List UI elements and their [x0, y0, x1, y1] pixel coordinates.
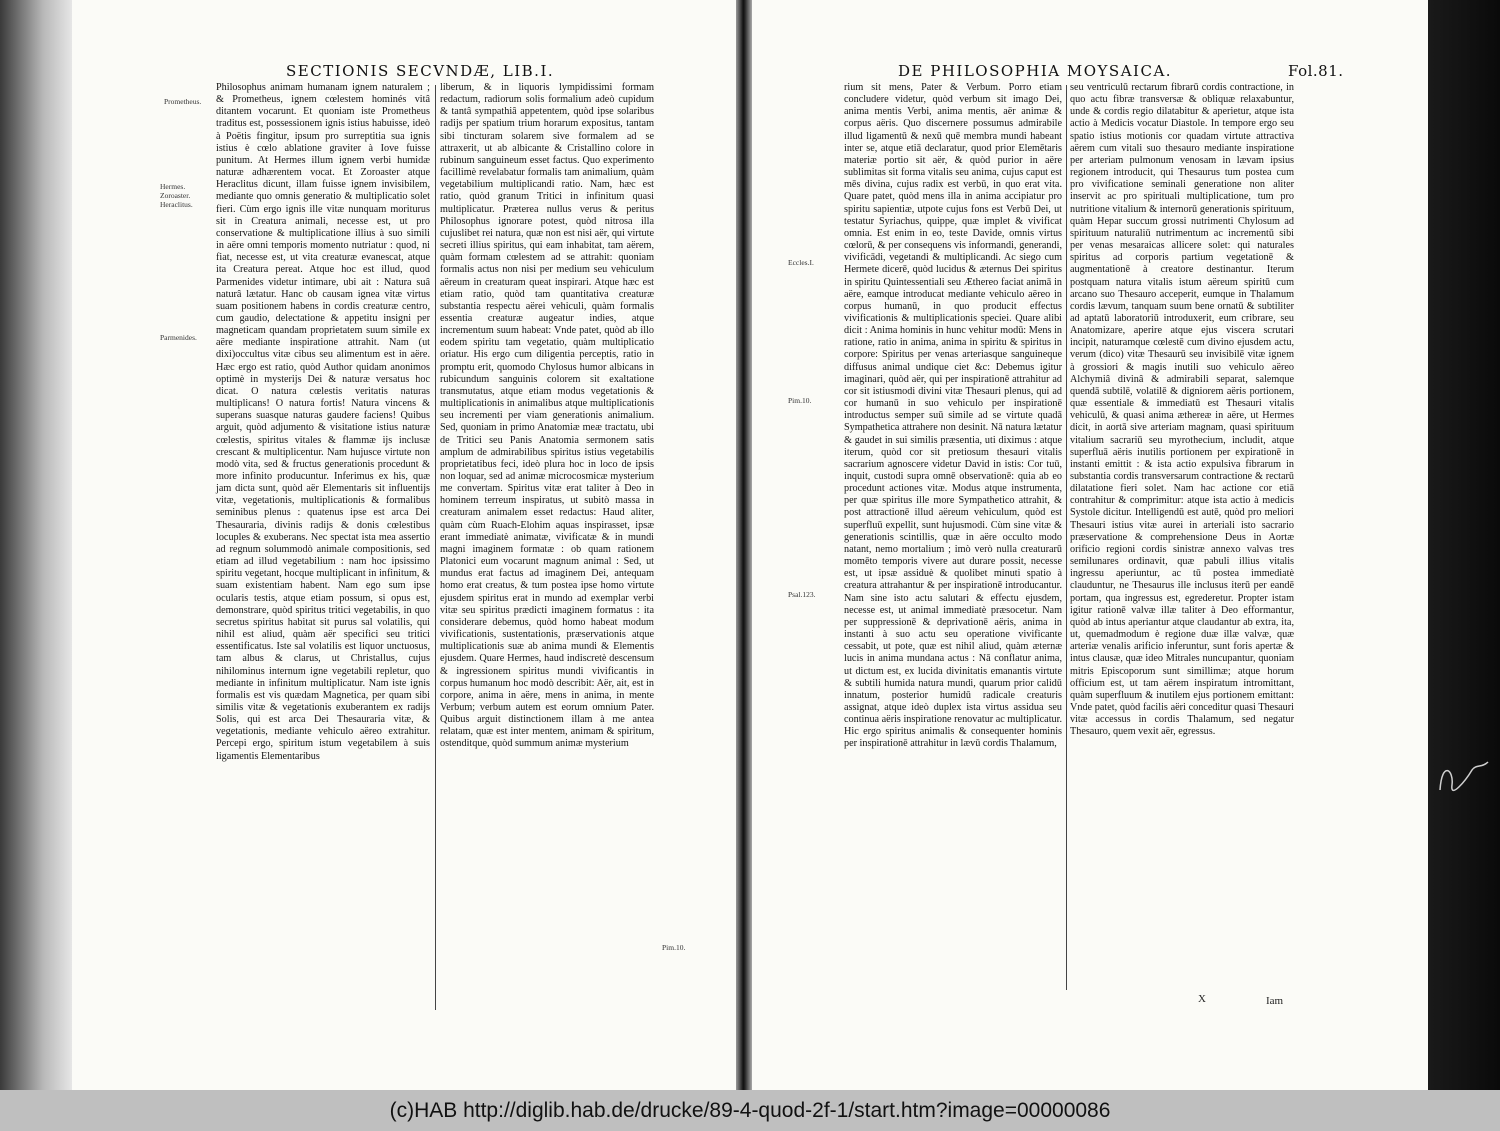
left-column-2: liberum, & in liquoris lympidissimi formam redactum, radiorum solis formalium adeò cupidum & tantâ sympathiâ appetentem, quòd ipse solaribus radijs per spatium trium horarum expositus, tantam sibi tincturam solarem sive formalem ad se attraxerit, ut ab albicante & Cristallino colore in rubinum sanguineum esset factus. Quo experimento facillimè revelabatur formalis tam animalium, quàm vegetabilium multiplicandi ratio. Nam, hæc est ratio, quòd granum Tritici in infinitum quasi multiplicatur. Præterea nullus verus & peritus Philosophus ignorare potest, quòd nitrosa illa cujuslibet rei natura, quæ non est nisi aër, qui virtute secreti illius spiritus, qui eam inhabitat, tam aërem, quàm formam cœlestem ad se attrahit: quoniam formalis actus non nisi per medium seu vehiculum aëreum in creaturam queat inspirari. Atque hæc est etiam ratio, quòd tam quantitativa creaturæ substantia respectu aërei vehiculi, quàm formalis essentia creaturæ augeatur indies, atque incrementum suum habeat: Vnde patet, quòd ab illo eodem spiritu tam vegetatio, quàm multiplicatio oriatur. His ergo cum diligentia perceptis, ratio in promptu erit, quomodo Chylosus humor albicans in rubicundum sanguinis colorem sit exaltatione transmutatus, atque etiam modus vegetationis & multiplicationis in animalibus atque multiplicationis seu incrementi per viam generationis animalium. Sed, quoniam in primo Anatomiæ meæ tractatu, ubi de Tritici seu Panis Anatomia sermonem satis amplum de admirabilibus spiritus istius vegetabilis proprietatibus feci, ideò plura hoc in loco de ipsis non loquar, sed ad animæ microcosmicæ mysterium me convertam. Spiritus vitæ erat taliter à Deo in hominem terreum inspiratus, ut subitò massa in creaturam animalem esset redactus: Haud aliter, quàm cùm Ruach-Elohim aquas inspirasset, ipsæ erant immediatè animatæ, vivificatæ & in mundi magni imaginem formatæ : ob quam rationem Platonici eum vocarunt magnum animal : Sed, ut mundus erat factus ad imaginem Dei, antequam homo erat creatus, & tum postea ipse homo virtute ejusdem spiritus erat in mundo ad exemplar verbi vitæ seu spiritus prædicti imaginem formatus : ita considerare debemus, quòd homo habeat modum vivificationis, sustentationis, præservationis atque multiplicationis suæ ab anima mundi & Elementis ejusdem. Quare Hermes, haud indiscretè descensum & ingressionem spiritus mundi vivificantis in corpus humanum hoc modò describit: Aër, ait, est in corpore, anima in aëre, mens in anima, in mente Verbum; verbum autem est eorum omnium Pater. Quibus arguit distinctionem illam à me antea relatam, quæ est inter mentem, animam & spiritum, ostenditque, quòd summum animæ mysterium: [440, 82, 654, 750]
right-page: [662, 0, 1428, 1090]
right-column-2: seu ventriculū rectarum fibrarū cordis contractione, in quo actu fibræ transversæ & obliquæ relaxabuntur, unde & cordis regio dilatabitur & aperietur, atque ista actio à Medicis vocatur Diastole. In tempore ergo seu spatio istius motionis cor quadam virtute attractiva aërem cum vitali suo thesauro mediante inspiratione per arteriam pulmonum venosam in lævam ipsius regionem introducit, qui Thesaurus tum postea cum pro vivificatione seminali generatione non aliter inservit ac pro spirituali multiplicatione, tum pro nutritione vitalium & internorū generationis spirituum, quàm Hepar succum grossi nutrimenti Chylosum ad spirituum naturaliū nutrimentum ac incrementū sibi per venas mesaraicas allicere solet: qui naturales spiritus ad corporis partium vegetationē & augmentationē à creatore destinantur. Iterum postquam natura vitalis istum aëreum spiritū cum arcano suo Thesauro acceperit, eumque in Thalamum cordis lævum, tanquam suum bene ornatū & subtiliter ad aptatū laboratoriū introduxerit, eum cribrare, seu Anatomizare, aperire atque ejus viscera scrutari incipit, naturamque cœlestē cum divino ejusdem actu, verum (dico) vitæ Thesaurū seu invisibilē vitæ ignem à grossiori & magis inutili suo vehiculo aëreo Alchymiâ divinâ & admirabili separat, salemque quendā subtilē, volatilē & digniorem aëris portionem, quæ essentiale & immediatū est Thesauri vitalis vehiculū, & quasi anima æthereæ in aëre, ut Hermes dicit, in aortā sive arteriam magnam, quasi spirituum vitalium sacrariū seu myrothecium, includit, atque superfluā aëris inutilis portionem per expirationē in instanti emittit : & ista actio expulsiva fibrarum in substantia cordis transversarum contractione & rectarū dilatatione fieri solet. Nam hac actione cor etiā contrahitur & comprimitur: atque ista actio à medicis Systole dicitur. Intelligendū est autē, quòd pro meliori Thesauri istius vitæ aurei in arteriali isto sacrario præservatione & comprehensione Deus in Aortæ orificio regioni cordis sinistræ annexo valvas tres semilunares ordinavit, quæ pabuli illius vitalis ingressu aperiuntur, ac tū postea immediatè clauduntur, ne Thesaurus ille inclusus iterū per eandē portam, qua ingressus est, egrederetur. Propter istam igitur rationē valvæ illæ taliter à Deo efformantur, quòd ab intus aperiantur atque claudantur ab extra, ita, ut, quemadmodum è regione duæ illæ valvæ, quæ arteriæ venalis arificio inferuntur, sunt foris apertæ & intus clausæ, quæ ideo Mitrales nuncupantur, quoniam mitris Episcoporum sunt simillimæ; atque horum officium est, ut tam aërem inspiratum intromittant, quàm superfluum & inutilem ejus portionem emittant: Vnde patet, quòd facilis aëri conceditur quasi Thesauri vitæ accessus in cordis Thalamum, sed negatur Thesauro, quem vexit aër, egressus.: [1070, 82, 1294, 738]
catchword: Iam: [1266, 995, 1284, 1007]
book-edge-left: [0, 0, 72, 1090]
left-page: [72, 0, 736, 1090]
margin-note-pim: Pim.10.: [788, 396, 812, 405]
margin-note-hermes: Hermes. Zoroaster. Heraclitus.: [160, 182, 193, 209]
folio-number: Fol.81.: [1288, 62, 1344, 80]
credit-url[interactable]: (c)HAB http://diglib.hab.de/drucke/89-4-quod-2f-1/start.htm?image=00000086: [389, 1098, 1111, 1122]
left-running-head: SECTIONIS SECVNDÆ, LIB.I.: [286, 62, 555, 80]
credit-footer: [0, 1090, 1500, 1131]
column-rule: [1066, 85, 1067, 990]
margin-note-pim-2: Pim.10.: [662, 943, 686, 952]
left-column-1: Philosophus animam humanam ignem naturalem ; & Prometheus, ignem cœlestem hominés vitâ ditantem vocarunt. Et quoniam iste Prometheus traditus est, possessionem ignis istius habuisse, ideò à Poëtis fingitur, ipsum pro surreptitia sua ignis istius è cœlo ablatione graviter à Iove fuisse punitum. At Hermes illum ignem verbi humidæ naturæ adhærentem vocat. Et Zoroaster atque Heraclitus dicunt, illam fuisse ignem invisibilem, mediante quo omnis generatio & multiplicatio solet fieri. Cùm ergo ignis ille vitæ nunquam moriturus sit in Creatura animali, necesse est, ut pro conservatione & multiplicatione illius à suo simili in aëre omni temporis momento nutriatur : quod, ni fiat, necesse est, ut vita creaturæ evanescat, atque ita Creatura pereat. Atque hoc est illud, quod Parmenides videtur intimare, ubi ait : Natura suâ naturâ lætatur. Hanc ob causam ignea vitæ virtus suam positionem habens in cordis creaturæ centro, cum gaudio, delectatione & appetitu insigni per magneticam quandam proprietatem suum simile ex aëre mediante inspiratione attrahit. Nam (ut dixi)occultus vitæ cibus seu alimentum est in aëre. Hæc ergo est ratio, quòd Author quidam anonimos optimè in mysterijs Dei & naturæ versatus hoc dicat. O natura cœlestis veritatis naturas multiplicans! O natura fortis! Natura vincens & superans suasque naturas gaudere faciens! Quibus arguit, quòd adjumento & visitatione istius naturæ cœlestis, spiritus vitales & flammæ ijs inclusæ crescant & multiplicentur. Nam hujusce virtute non modò vita, sed & fructus generationis procedunt & more infinito producuntur. Inferimus ex his, quæ jam dicta sunt, quòd aër Elementaris sit influentijs vitæ, vegetationis, multiplicationis & formalibus seminibus plenus : quatenus ipse est arca Dei Thesauraria, divinis radijs & donis cœlestibus locuples & exuberans. Nec spectat ista mea assertio ad regnum solummodò animale compositionis, sed etiam ad illud vegetabilium : nam hoc ipsissimo spiritu vegetant, hocque multiplicant in infinitum, & suam existentiam habent. Nam ego sum ipse ocularis testis, atque etiam possum, si opus est, demonstrare, quòd spiritus tritici vegetabilis, in quo secretus spiritus habitat sit purus sal volatilis, qui nihil est aliud, quàm aër specifici seu tritici essentificatus. Iste sal volatilis est liquor unctuosus, tam albus & clarus, ut Christallus, cujus nihilominus internum igne vegetabili repletur, quo mediante in infinitum multiplicatur. Nam iste ignis formalis est vis quædam Magnetica, per quam sibi similis vitæ & vegetationis exuberantem ex radijs Solis, qui est arca Dei Thesauraria vitæ, & vegetationis, mediante vehiculo aëreo extrahitur. Percepi ergo, spiritum istum vegetabilem à suis ligamentis Elementaribus: [216, 82, 430, 762]
margin-note-eccles: Eccles.I.: [788, 258, 814, 267]
book-gutter: [736, 0, 752, 1090]
book-edge-right: [1428, 0, 1500, 1090]
margin-note-prometheus: Prometheus.: [164, 97, 202, 106]
right-column-1: rium sit mens, Pater & Verbum. Porro etiam concludere videtur, quòd verbum sit imago Dei, anima mentis Verbi, anima mentis, aër animæ & corpus aëris. Quo discernere possumus admirabile illud ligamentū & nexū quē membra mundi habeant inter se, atque etiā declaratur, quod prior Elemētaris materiæ portio sit aër, & quòd purior in aëre sublimitas sit forma vitalis seu anima, cujus caput est mēs divina, cujus radix est verbū, in quo erat vita. Quare patet, quòd mens illa in anima accipiatur pro spiritu sapientiæ, utpote cujus fons est Verbū Dei, ut testatur Syriachus, quippe, quæ implet & vivificat omnia. Est enim in eo, teste Davide, omnis virtus cœlorū, & per consequens vis informandi, generandi, vivificādi, vegetandi & multiplicandi. Ac siego cum Hermete dicerē, quòd lucidus & æternus Dei spiritus in spiritu Quintessentiali seu Æthereo faciat animā in aëre, eamque introducat mediante vehiculo aëreo in corpus humanū, in quo producit effectus vivificationis & multiplicationis speciei. Quare alibi dicit : Anima hominis in hunc vehitur modū: Mens in ratione, ratio in anima, anima in spiritu & spiritus in corpore: Spiritus per venas arteriasque sanguineque diffusus animal undique ciet &c: Debemus igitur imaginari, quòd aër, qui per inspirationē attrahitur ad cor sit istiusmodi divini vitæ Thesauri plenus, qui ad cor humanū in suo vehiculo per inspirationē introductus semper suū simile ad se virtute quadā Sympathetica attrahere non desinit. Nā natura lætatur & gaudet in sui similis præsentia, uti diximus : atque iterum, quòd cor sit pretiosum thesauri vitalis sacrarium agnoscere videtur David in istis: Cor tuū, inquit, custodi supra omnē observationē: quia ab eo procedunt actiones vitæ. Modus atque instrumenta, per quæ spiritus ille more Sympathetico attrahit, & post attractionē illud aëreum vehiculum, quòd est superfluū expellit, sunt hujusmodi. Cùm sine vitæ & generationis scintillis, quæ in aëre occulto modo natant, nemo mortalium ; imò verò nulla creaturarū momēto temporis vivere aut durare possit, necesse est, ut ipsæ assiduè & quolibet minuti spatio à creatura attrahantur & per inspirationē introducantur. Nam sine isto actu salutari & effectu ejusdem, necesse est, ut animal immediatè præsocetur. Nam per suppressionē & deprivationē aëris, anima in instanti à suo actu seu operatione vivificante cessabit, ut pote, quæ est nihil aliud, quàm æternæ lucis in anima mundana actus : Nā conflatur anima, ut dictum est, ex lucida divinitatis emanantis virtute & subtili humida natura mundi, quarum prior calidū innatum, posterior humidū radicale creaturis assignat, atque ideò duplex ista virtus assidua seu continua aëris inspiratione renovatur ac multiplicatur. Hic ergo spiritus animalis & consequenter hominis per inspirationē attrahitur in lævū cordis Thalamum,: [844, 82, 1062, 750]
handwritten-mark-icon: [1432, 740, 1492, 810]
margin-note-psal: Psal.123.: [788, 590, 816, 599]
signature-mark: X: [1198, 993, 1206, 1005]
column-rule: [435, 85, 436, 1010]
right-running-head: DE PHILOSOPHIA MOYSAICA.: [898, 62, 1173, 80]
margin-note-parmenides: Parmenides.: [160, 333, 197, 342]
